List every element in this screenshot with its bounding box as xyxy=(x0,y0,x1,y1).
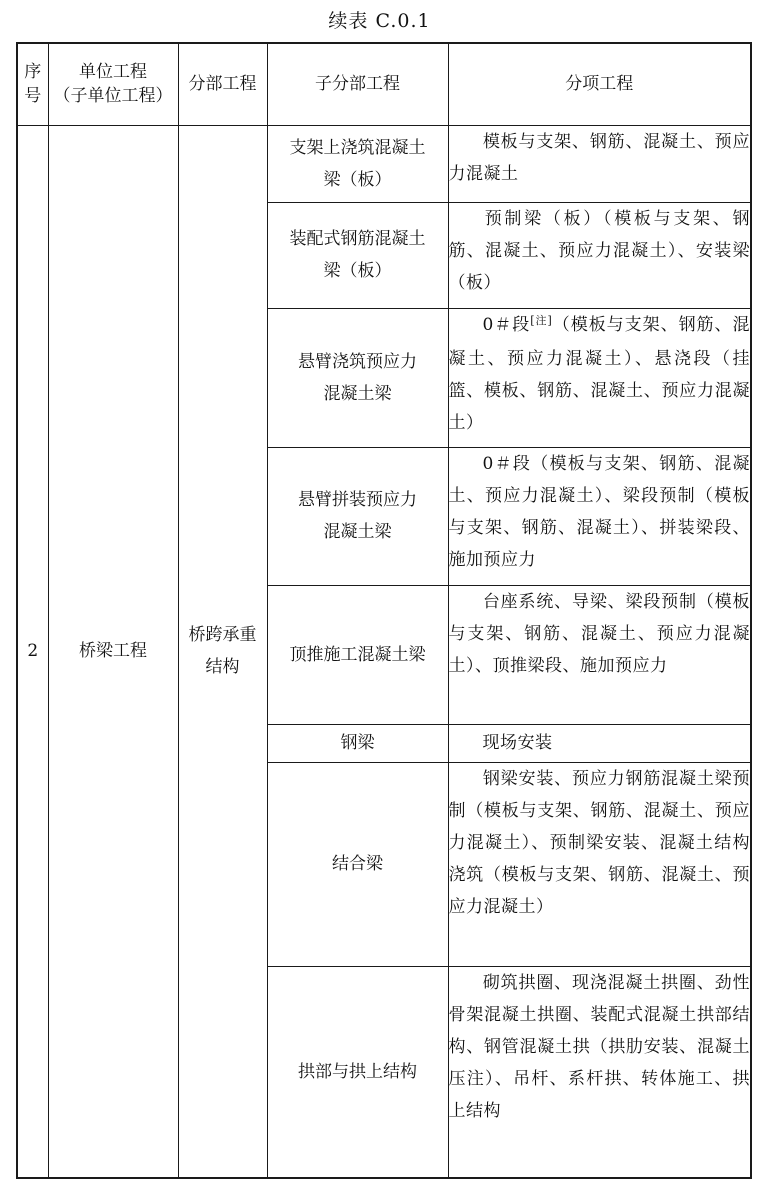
cell-subdivision: 顶推施工混凝土梁 xyxy=(267,585,448,724)
cell-item: 预制梁（板）（模板与支架、钢筋、混凝土、预应力混凝土）、安装梁（板） xyxy=(448,202,751,308)
table-caption: 续表 C.0.1 xyxy=(328,10,431,32)
specification-table xyxy=(16,42,752,1179)
cell-item: 现场安装 xyxy=(448,724,751,762)
cell-item: 钢梁安装、预应力钢筋混凝土梁预制（模板与支架、钢筋、混凝土、预应力混凝土）、预制梁安装、混凝土结构浇筑（模板与支架、钢筋、混凝土、预应力混凝土） xyxy=(448,762,751,966)
cell-item: 0＃段[注]（模板与支架、钢筋、混凝土、预应力混凝土）、悬浇段（挂篮、模板、钢筋、混凝土、预应力混凝土） xyxy=(448,308,751,447)
header-subdivision: 子分部工程 xyxy=(267,43,448,125)
header-unit: 单位工程 （子单位工程） xyxy=(48,43,178,125)
cell-subdivision: 悬臂浇筑预应力 混凝土梁 xyxy=(267,308,448,447)
footnote-marker: [注] xyxy=(530,313,553,327)
cell-subdivision: 结合梁 xyxy=(267,762,448,966)
cell-seq: 2 xyxy=(17,125,48,1178)
cell-subdivision: 支架上浇筑混凝土 梁（板） xyxy=(267,125,448,202)
header-seq: 序 号 xyxy=(17,43,48,125)
cell-subdivision: 钢梁 xyxy=(267,724,448,762)
cell-item: 台座系统、导梁、梁段预制（模板与支架、钢筋、混凝土、预应力混凝土）、顶推梁段、施加预应力 xyxy=(448,585,751,724)
cell-unit: 桥梁工程 xyxy=(48,125,178,1178)
header-item: 分项工程 xyxy=(448,43,751,125)
cell-item: 模板与支架、钢筋、混凝土、预应力混凝土 xyxy=(448,125,751,202)
cell-division: 桥跨承重 结构 xyxy=(178,125,267,1178)
cell-subdivision: 悬臂拼装预应力 混凝土梁 xyxy=(267,447,448,585)
cell-item: 0＃段（模板与支架、钢筋、混凝土、预应力混凝土）、梁段预制（模板与支架、钢筋、混凝土）、拼装梁段、施加预应力 xyxy=(448,447,751,585)
cell-item: 砌筑拱圈、现浇混凝土拱圈、劲性骨架混凝土拱圈、装配式混凝土拱部结构、钢管混凝土拱（拱肋安装、混凝土压注）、吊杆、系杆拱、转体施工、拱上结构 xyxy=(448,966,751,1178)
cell-subdivision: 装配式钢筋混凝土 梁（板） xyxy=(267,202,448,308)
header-division: 分部工程 xyxy=(178,43,267,125)
cell-subdivision: 拱部与拱上结构 xyxy=(267,966,448,1178)
table-header-row xyxy=(17,43,751,125)
table-row xyxy=(17,125,751,202)
